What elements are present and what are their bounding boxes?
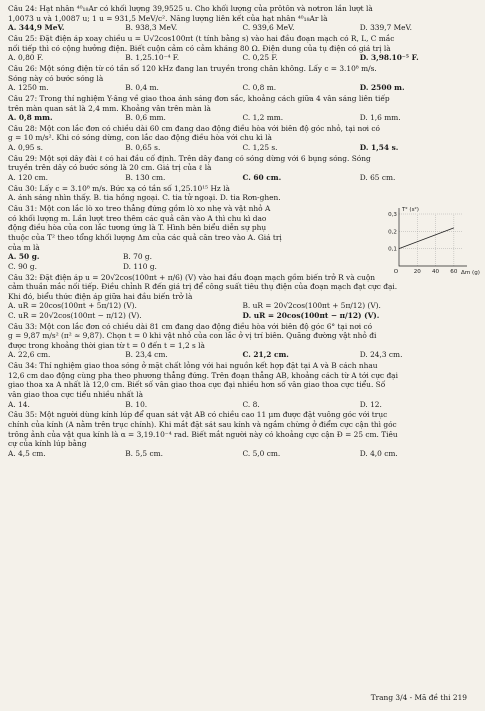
- answer-options-row: [8, 301, 477, 311]
- answer-option[interactable]: B. 1,25.10⁻⁴ F.: [125, 53, 180, 63]
- answer-option[interactable]: D. 65 cm.: [359, 173, 396, 183]
- question-stem: Câu 24: Hạt nhân ⁴⁰₁₈Ar có khối lượng 39,9525 u. Cho khối lượng của prôtôn và nơtron lần lượt là: [8, 4, 373, 13]
- answer-option[interactable]: B. 938,3 MeV.: [125, 23, 178, 33]
- answer-option[interactable]: B. 10.: [125, 399, 148, 409]
- answer-option[interactable]: D. 3,98.10⁻⁵ F.: [359, 53, 419, 63]
- axes: [399, 208, 467, 266]
- x-tick-label: 20: [413, 269, 421, 276]
- answer-option[interactable]: A. 22,6 cm.: [8, 350, 51, 360]
- answer-option[interactable]: B. 130 cm.: [125, 173, 166, 183]
- answer-option[interactable]: C. uR = 20√2cos(100πt − π/12) (V).: [8, 310, 142, 320]
- question-stem: Câu 33: Một con lắc đơn có chiều dài 81 cm đang dao động điều hòa với biên độ góc 6° tại nơi có: [8, 321, 373, 331]
- answer-option[interactable]: A. 50 g.: [8, 252, 40, 262]
- question-text: [8, 154, 477, 173]
- question-stem: Câu 26: Một sóng điện từ có tần số 120 kHz đang lan truyền trong chân không. Lấy c = 3.10⁸ m/s.: [8, 63, 377, 73]
- question-stem: Câu 28: Một con lắc đơn có chiều dài 60 cm đang dao động điều hòa với biên độ góc nhỏ, tại nơi có: [8, 123, 380, 133]
- question-line: trên màn quan sát là 2,4 mm. Khoảng vân trên màn là: [8, 103, 211, 113]
- question-text: [8, 204, 368, 252]
- answer-option[interactable]: A. 0,95 s.: [8, 143, 43, 153]
- question-line: cự của kính lúp bằng: [8, 439, 87, 449]
- answer-option[interactable]: B. 0,65 s.: [125, 143, 161, 153]
- answer-option[interactable]: A. 0,80 F.: [8, 53, 44, 63]
- question-text: [8, 64, 477, 83]
- question-line: cảm thuần mắc nối tiếp. Điều chỉnh R đến giá trị để công suất tiêu thụ điện của đoạn mạch đạt cực đại.: [8, 282, 398, 292]
- answer-option[interactable]: D. 4,0 cm.: [359, 448, 398, 458]
- question-stem: Câu 25: Đặt điện áp xoay chiều u = U√2cos100πt (t tính bằng s) vào hai đầu đoạn mạch có R, L, C mắc: [8, 33, 395, 43]
- answer-option[interactable]: C. 5,0 cm.: [242, 448, 281, 458]
- question-stem: Câu 34: Thí nghiệm giao thoa sóng ở mặt chất lỏng với hai nguồn kết hợp đặt tại A và B cách nhau: [8, 361, 378, 371]
- answer-option[interactable]: D. 1,54 s.: [359, 143, 399, 153]
- answer-options: [8, 449, 477, 459]
- question-text: [8, 322, 477, 351]
- answer-option[interactable]: D. 1,6 mm.: [359, 113, 401, 123]
- question-line: trông ảnh của vật qua kính là α = 3,19.10⁻⁴ rad. Biết mắt người này có khoảng cực cận Đ = 25 cm. Tiêu: [8, 429, 398, 439]
- question-line: Sóng này có bước sóng là: [8, 73, 104, 83]
- question-q30: [8, 184, 477, 203]
- question-list: [8, 4, 480, 458]
- question-text: [8, 124, 477, 143]
- answer-option[interactable]: D. 24,3 cm.: [359, 350, 403, 360]
- x-tick-label: O: [393, 269, 399, 276]
- question-text: [8, 184, 477, 203]
- question-line: giao thoa xa A nhất là 12,0 cm. Biết số vân giao thoa cực đại nhiều hơn số vân giao thoa cực tiểu. Số: [8, 380, 386, 390]
- answer-option[interactable]: A. 344,9 MeV.: [8, 23, 65, 33]
- answer-option[interactable]: D. 339,7 MeV.: [359, 23, 412, 33]
- question-q33: [8, 322, 477, 360]
- answer-option[interactable]: B. 0,4 m.: [125, 83, 159, 93]
- answer-option[interactable]: C. 60 cm.: [242, 173, 282, 183]
- question-line: g = 9,87 m/s² (π² ≈ 9,87). Chọn t = 0 khi vật nhỏ của con lắc ở vị trí biên. Quãng đường vật nhỏ đi: [8, 331, 377, 341]
- answer-option[interactable]: D. uR = 20cos(100πt − π/12) (V).: [242, 310, 380, 320]
- answer-option[interactable]: C. 939,6 MeV.: [242, 23, 295, 33]
- question-q34: [8, 361, 477, 409]
- question-q26: [8, 64, 477, 93]
- question-text: [8, 410, 477, 448]
- y-axis-label: T² (s²): [402, 207, 419, 214]
- answer-option[interactable]: B. 70 g.: [123, 252, 152, 262]
- question-stem: Câu 32: Đặt điện áp u = 20√2cos(100πt + π/6) (V) vào hai đầu đoạn mạch gồm biến trở R và cuộn: [8, 272, 376, 282]
- answer-options: [8, 83, 477, 93]
- question-stem: Câu 27: Trong thí nghiệm Y-âng về giao thoa ánh sáng đơn sắc, khoảng cách giữa 4 vân sáng liên tiếp: [8, 93, 390, 103]
- x-tick-label: 40: [432, 269, 440, 276]
- answer-options-row: [8, 262, 238, 272]
- t2-vs-mass-graph: [385, 204, 480, 278]
- answer-option[interactable]: B. 23,4 cm.: [125, 350, 168, 360]
- answer-options: [8, 23, 477, 33]
- answer-option[interactable]: B. 0,6 mm.: [125, 113, 166, 123]
- answer-option[interactable]: A. 14.: [8, 399, 30, 409]
- question-line: A. ánh sáng nhìn thấy. B. tia hồng ngoại. C. tia tử ngoại. D. tia Rơn-ghen.: [8, 193, 281, 203]
- question-text: [8, 94, 477, 113]
- answer-options: [8, 400, 477, 410]
- question-line: g = 10 m/s². Khi có sóng dừng, con lắc dao động điều hòa với chu kì là: [8, 133, 272, 143]
- question-line: truyền trên dây có bước sóng là 20 cm. Giá trị của ℓ là: [8, 163, 212, 173]
- question-q27: [8, 94, 477, 123]
- answer-option[interactable]: C. 0,8 m.: [242, 83, 277, 93]
- answer-option[interactable]: C. 1,25 s.: [242, 143, 278, 153]
- question-stem: Câu 30: Lấy c = 3.10⁸ m/s. Bức xạ có tần số 1,25.10¹⁵ Hz là: [8, 183, 230, 193]
- question-line: nối tiếp thì có cộng hưởng điện. Biết cuộn cảm có cảm kháng 80 Ω. Điện dung của tụ điện có giá trị là: [8, 43, 391, 53]
- question-stem: Câu 35: Một người dùng kính lúp để quan sát vật AB có chiều cao 11 μm được đặt vuông góc với trục: [8, 410, 388, 420]
- y-tick-label: 0,3: [388, 212, 397, 219]
- y-tick-label: 0,1: [388, 246, 397, 253]
- answer-option[interactable]: A. 1250 m.: [8, 83, 49, 93]
- question-line: của m là: [8, 242, 40, 252]
- question-line: động điều hòa của con lắc tương ứng là T. Hình bên biểu diễn sự phụ: [8, 223, 267, 233]
- question-line: vân giao thoa cực tiểu nhiều nhất là: [8, 390, 143, 400]
- page-footer: Trang 3/4 - Mã đề thi 219: [370, 693, 467, 703]
- question-line: chính của kính (A nằm trên trục chính). Khi mắt đặt sát sau kính và ngắm chừng ở điểm cực cận thì góc: [8, 420, 397, 429]
- question-text: [8, 361, 477, 399]
- answer-option[interactable]: C. 8.: [242, 399, 260, 409]
- question-q24: [8, 4, 477, 33]
- answer-option[interactable]: D. 2500 m.: [359, 83, 405, 93]
- answer-option[interactable]: C. 90 g.: [8, 261, 37, 271]
- question-line: 12,6 cm dao động cùng pha theo phương thẳng đứng. Trên đoạn thẳng AB, khoảng cách từ A tới cực đại: [8, 370, 398, 380]
- answer-options-row: [8, 252, 238, 262]
- answer-options-row: [8, 311, 477, 321]
- series-line: [399, 228, 454, 249]
- question-q29: [8, 154, 477, 183]
- question-line: được trong khoảng thời gian từ t = 0 đến t = 1,2 s là: [8, 340, 205, 350]
- answer-option[interactable]: C. 21,2 cm.: [242, 350, 289, 360]
- answer-options: [8, 143, 477, 153]
- answer-option[interactable]: C. 1,2 mm.: [242, 113, 284, 123]
- x-tick-label: 60: [450, 269, 458, 276]
- question-text: [8, 34, 477, 53]
- answer-options: [8, 113, 477, 123]
- answer-option[interactable]: D. 110 g.: [123, 261, 157, 271]
- x-axis-label: Δm (g): [461, 270, 480, 277]
- question-stem: Câu 31: Một con lắc lò xo treo thẳng đứng gồm lò xo nhẹ và vật nhỏ A: [8, 204, 271, 214]
- question-stem: Câu 29: Một sợi dây đài ℓ có hai đầu cố định. Trên dây đang có sóng dừng với 6 bụng sóng. Sóng: [8, 153, 371, 163]
- answer-option[interactable]: A. 4,5 cm.: [8, 448, 46, 458]
- answer-options: [8, 53, 477, 63]
- answer-option[interactable]: A. 120 cm.: [8, 173, 48, 183]
- question-q32: [8, 273, 477, 321]
- answer-option[interactable]: A. uR = 20cos(100πt + 5π/12) (V).: [8, 301, 137, 311]
- question-line: 1,0073 u và 1,0087 u; 1 u = 931,5 MeV/c². Năng lượng liên kết của hạt nhân ⁴⁰₁₈Ar là: [8, 13, 328, 23]
- question-line: thuộc của T² theo tổng khối lượng Δm của các quả cân treo vào A. Giá trị: [8, 232, 282, 242]
- answer-option[interactable]: A. 0,8 mm.: [8, 113, 53, 123]
- answer-option[interactable]: B. 5,5 cm.: [125, 448, 163, 458]
- answer-options: [8, 350, 477, 360]
- answer-option[interactable]: B. uR = 20√2cos(100πt + 5π/12) (V).: [242, 301, 381, 311]
- answer-options: [8, 173, 477, 183]
- question-q28: [8, 124, 477, 153]
- answer-option[interactable]: D. 12.: [359, 399, 382, 409]
- question-text: [8, 4, 477, 23]
- question-q35: [8, 410, 477, 458]
- y-tick-label: 0,2: [388, 229, 397, 236]
- question-line: Khi đó, biểu thức điện áp giữa hai đầu biến trở là: [8, 291, 193, 301]
- question-q25: [8, 34, 477, 63]
- question-line: có khối lượng m. Lần lượt treo thêm các quả cân vào A thì chu kì dao: [8, 213, 267, 223]
- answer-option[interactable]: C. 0,25 F.: [242, 53, 278, 63]
